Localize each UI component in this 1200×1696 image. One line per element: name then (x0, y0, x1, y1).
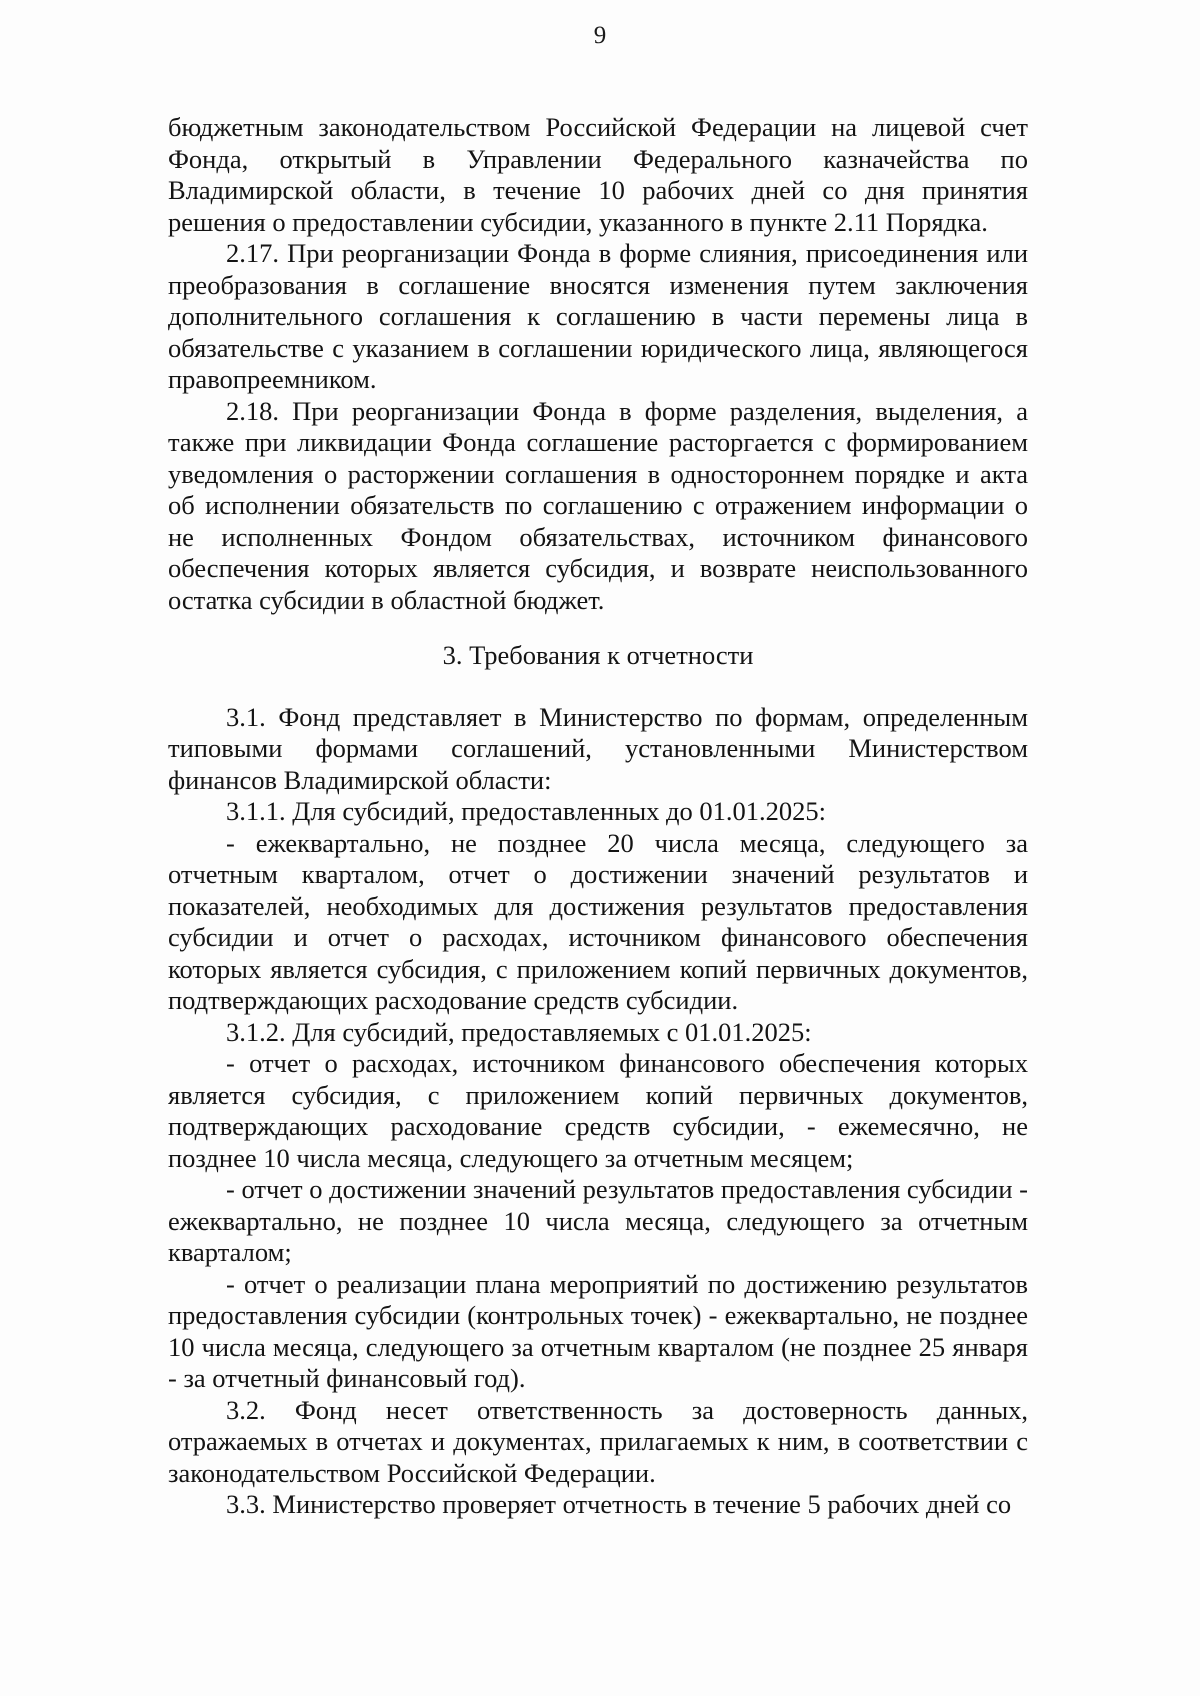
paragraph-budget-transfer: бюджетным законодательством Российской Федерации на лицевой счет Фонда, открытый в Управлении Федерального казначейства по Владимирской области, в течение 10 рабочих дней со дня принятия решения о предоставлении субсидии, указанного в пункте 2.11 Порядка. (168, 112, 1028, 237)
paragraph-monthly-expense-report: - отчет о расходах, источником финансового обеспечения которых является субсидия, с приложением копий первичных документов, подтверждающих расходование средств субсидии, - ежемесячно, не позднее 10 числа месяца, следующего за отчетным месяцем; (168, 1048, 1028, 1173)
document-body (168, 112, 1028, 1521)
paragraph-2-17: 2.17. При реорганизации Фонда в форме слияния, присоединения или преобразования в соглашение вносятся изменения путем заключения дополнительного соглашения к соглашению в части перемены лица в обязательстве с указанием в соглашении юридического лица, являющегося правопреемником. (168, 238, 1028, 394)
page-number: 9 (593, 22, 607, 49)
paragraph-3-1: 3.1. Фонд представляет в Министерство по формам, определенным типовыми формами соглашений, установленными Министерством финансов Владимирской области: (168, 701, 1028, 795)
paragraph-3-1-2: 3.1.2. Для субсидий, предоставляемых с 01.01.2025: (226, 1016, 812, 1047)
paragraph-3-1-1: 3.1.1. Для субсидий, предоставленных до 01.01.2025: (226, 796, 827, 826)
paragraph-3-3: 3.3. Министерство проверяет отчетность в течение 5 рабочих дней со (226, 1489, 1012, 1519)
paragraph-2-18: 2.18. При реорганизации Фонда в форме разделения, выделения, а также при ликвидации Фонда соглашение расторгается с формированием уведомления о расторжении соглашения в одностороннем порядке и акта об исполнении обязательств по соглашению с отражением информации о не исполненных Фондом обязательствах, источником финансового обеспечения которых является субсидия, и возврате неиспользованного остатка субсидии в областной бюджет. (168, 395, 1028, 615)
paragraph-control-points-report: - отчет о реализации плана мероприятий по достижению результатов предоставления субсидии (контрольных точек) - ежеквартально, не позднее 10 числа месяца, следующего за отчетным кварталом (не позднее 25 января - за отчетный финансовый год). (168, 1268, 1028, 1393)
section-heading: 3. Требования к отчетности (442, 640, 754, 670)
paragraph-quarterly-report: - ежеквартально, не позднее 20 числа месяца, следующего за отчетным кварталом, отчет о достижении значений результатов и показателей, необходимых для достижения результатов предоставления субсидии и отчет о расходах, источником финансового обеспечения которых является субсидия, с приложением копий первичных документов, подтверждающих расходование средств субсидии. (168, 827, 1028, 1015)
paragraph-3-2: 3.2. Фонд несет ответственность за достоверность данных, отражаемых в отчетах и документах, прилагаемых к ним, в соответствии с законодательством Российской Федерации. (168, 1394, 1028, 1488)
paragraph-results-report: - отчет о достижении значений результатов предоставления субсидии - ежеквартально, не позднее 10 числа месяца, следующего за отчетным кварталом; (168, 1174, 1028, 1267)
